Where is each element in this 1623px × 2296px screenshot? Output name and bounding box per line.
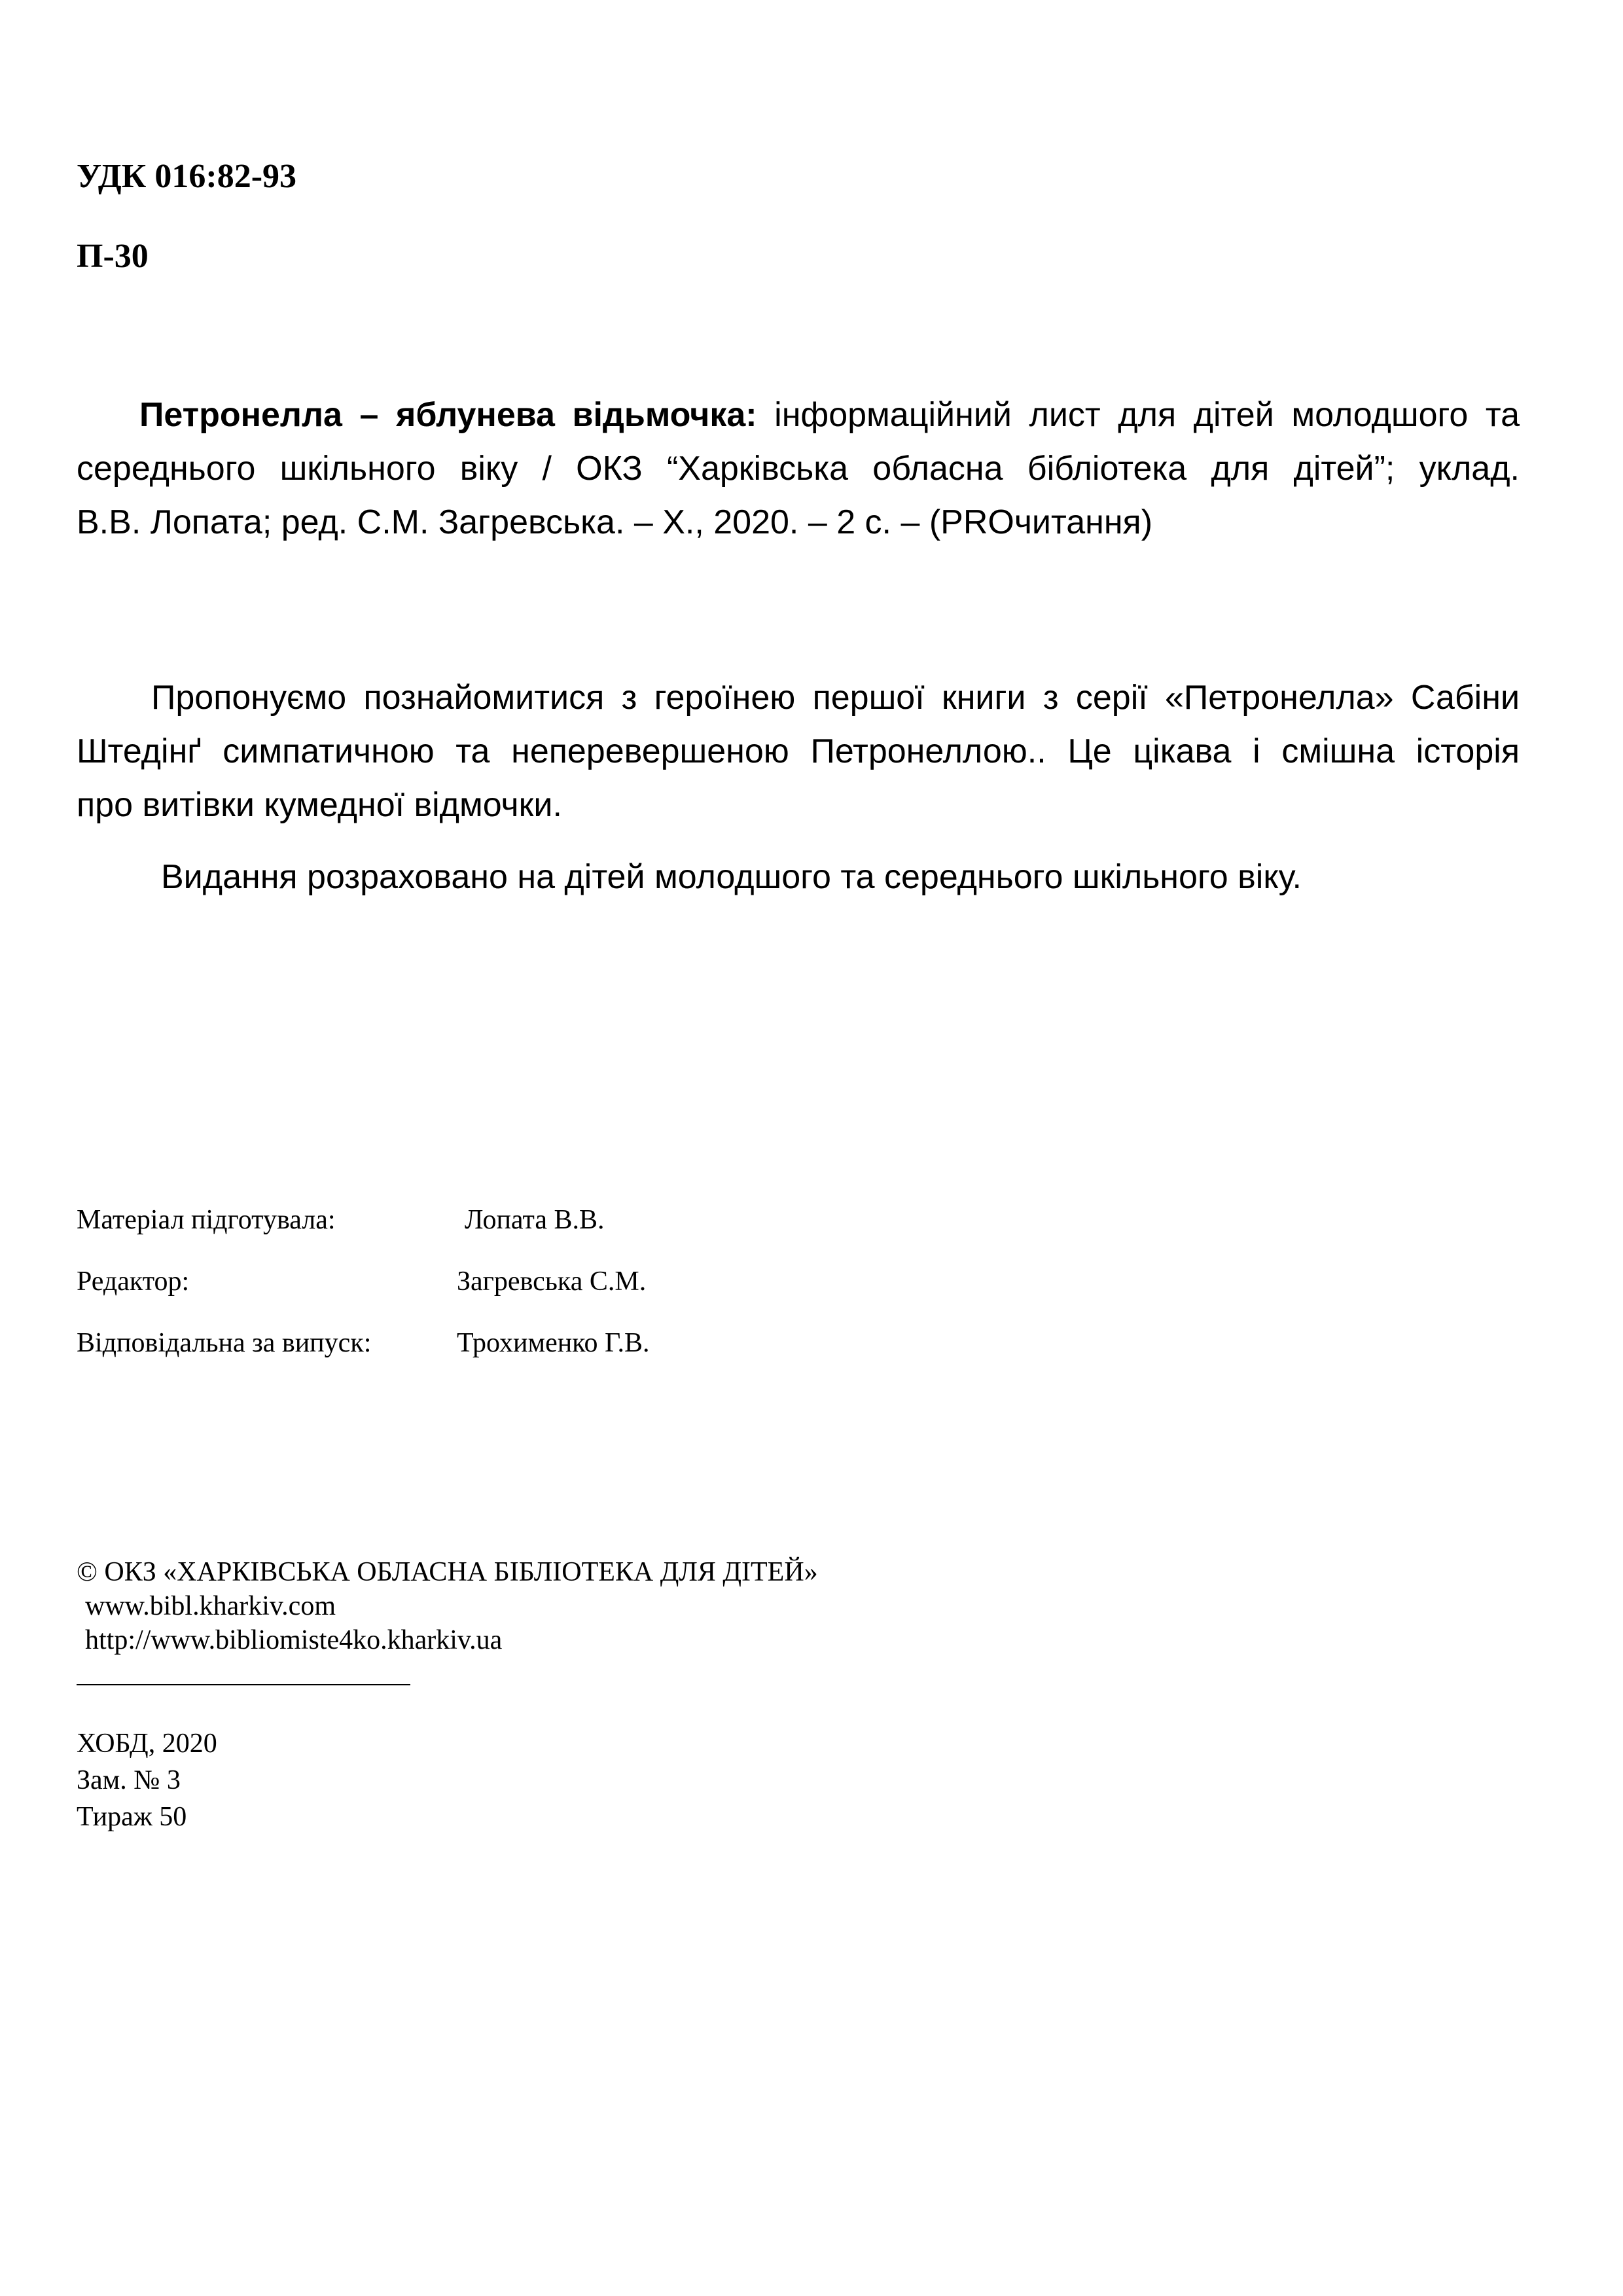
annotation-line-2: Штедінґ симпатичною та неперевершеною Петронеллою.. Це цікава і смішна історія [77,732,1520,770]
imprint-order: Зам. № 3 [77,1765,181,1795]
bib-line-3: В.В. Лопата; ред. С.М. Загревська. – Х., 2020. – 2 с. – (PROчитання) [77,503,1153,541]
imprint-run: Тираж 50 [77,1802,187,1832]
credit-value-prepared: Лопата В.В. [465,1205,605,1235]
annotation-line-3: про витівки кумедної відмочки. [77,786,562,824]
separator-line [77,1684,410,1685]
credit-value-editor: Загревська С.М. [457,1266,647,1297]
website-link-1[interactable]: www.bibl.kharkiv.com [85,1591,336,1621]
copyright-line: © ОКЗ «ХАРКІВСЬКА ОБЛАСНА БІБЛІОТЕКА ДЛЯ ДІТЕЙ» [77,1557,818,1587]
bib-title: Петронелла – яблунева відьмочка: [139,396,757,434]
credit-label-editor: Редактор: [77,1266,190,1297]
bibliographic-description [77,388,1520,549]
website-link-2[interactable]: http://www.bibliomiste4ko.kharkiv.ua [85,1625,503,1655]
imprint-press: ХОБД, 2020 [77,1729,217,1759]
author-code: П-30 [77,238,149,275]
credit-label-prepared: Матеріал підготувала: [77,1205,336,1235]
udk-code: УДК 016:82-93 [77,158,297,195]
bib-line-2: середнього шкільного віку / ОКЗ “Харківська обласна бібліотека для дітей”; уклад. [77,450,1520,488]
annotation-line-1: Пропонуємо познайомитися з героїнею першої книги з серії «Петронелла» Сабіни [151,679,1520,717]
audience-note: Видання розраховано на дітей молодшого та середнього шкільного віку. [161,858,1302,896]
bib-line-1-rest: інформаційний лист для дітей молодшого та [757,396,1520,434]
annotation [77,671,1520,832]
credit-value-responsible: Трохименко Г.В. [457,1328,650,1358]
credit-label-responsible: Відповідальна за випуск: [77,1328,372,1358]
bib-line-1 [77,388,1520,442]
